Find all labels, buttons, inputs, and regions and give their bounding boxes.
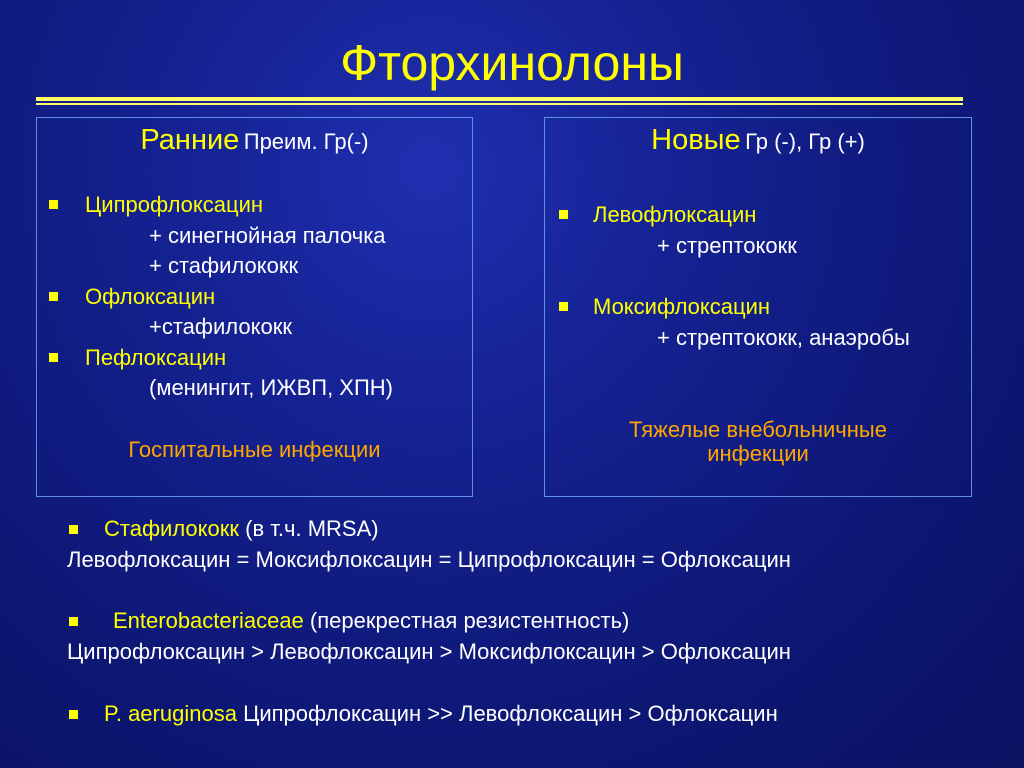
bullet-icon: [559, 302, 568, 311]
new-group-subtitle: Гр (-), Гр (+): [745, 129, 865, 154]
comparison-ranking: Ципрофлоксацин > Левофлоксацин > Моксифлоксацин > Офлоксацин: [67, 639, 791, 664]
drug-name-moxifloxacin: Моксифлоксацин: [593, 294, 771, 319]
early-group-title: Ранние: [140, 124, 240, 156]
drug-note: + синегнойная палочка: [149, 223, 386, 248]
comparison-ranking: Левофлоксацин = Моксифлоксацин = Ципрофлоксацин = Офлоксацин: [67, 547, 791, 572]
comparison-ranking: Ципрофлоксацин >> Левофлоксацин > Офлоксацин: [243, 701, 778, 726]
drug-note: +стафилококк: [149, 314, 292, 339]
bullet-icon: [49, 200, 58, 209]
title-underline-thin: [36, 103, 963, 105]
drug-note: + стафилококк: [149, 253, 299, 278]
bullet-icon: [49, 353, 58, 362]
organism-qualifier: (в т.ч. MRSA): [245, 516, 379, 541]
bullet-icon: [49, 292, 58, 301]
comparison-p-aeruginosa: [104, 700, 778, 728]
new-group-footer-line1: Тяжелые внебольничные: [629, 417, 887, 442]
drug-name-ofloxacin: Офлоксацин: [85, 284, 216, 309]
new-group-footer-line2: инфекции: [707, 441, 809, 466]
early-group-box: [36, 117, 473, 497]
organism-qualifier: (перекрестная резистентность): [309, 608, 630, 633]
early-group-heading: [37, 122, 472, 163]
organism-name: P. aeruginosa: [104, 701, 237, 726]
drug-note: + стрептококк, анаэробы: [657, 325, 910, 350]
bullet-icon: [559, 210, 568, 219]
new-group-heading: [545, 122, 971, 163]
bullet-icon: [69, 710, 78, 719]
early-group-footer: Госпитальные инфекции: [128, 437, 381, 462]
new-group-title: Новые: [651, 124, 741, 156]
organism-name: Enterobacteriaceae: [113, 608, 304, 633]
slide-title: Фторхинолоны: [340, 35, 684, 91]
bullet-icon: [69, 525, 78, 534]
drug-name-ciprofloxacin: Ципрофлоксацин: [85, 192, 264, 217]
drug-note: + стрептококк: [657, 233, 797, 258]
drug-note: (менингит, ИЖВП, ХПН): [149, 375, 393, 400]
drug-name-levofloxacin: Левофлоксацин: [593, 202, 757, 227]
early-group-subtitle: Преим. Гр(-): [243, 129, 369, 154]
drug-name-pefloxacin: Пефлоксацин: [85, 345, 227, 370]
new-group-box: [544, 117, 972, 497]
comparison-staphylococcus-header: [104, 515, 379, 543]
bullet-icon: [69, 617, 78, 626]
organism-name: Стафилококк: [104, 516, 240, 541]
comparison-enterobacteriaceae-header: [113, 607, 629, 635]
title-underline: [36, 97, 963, 101]
